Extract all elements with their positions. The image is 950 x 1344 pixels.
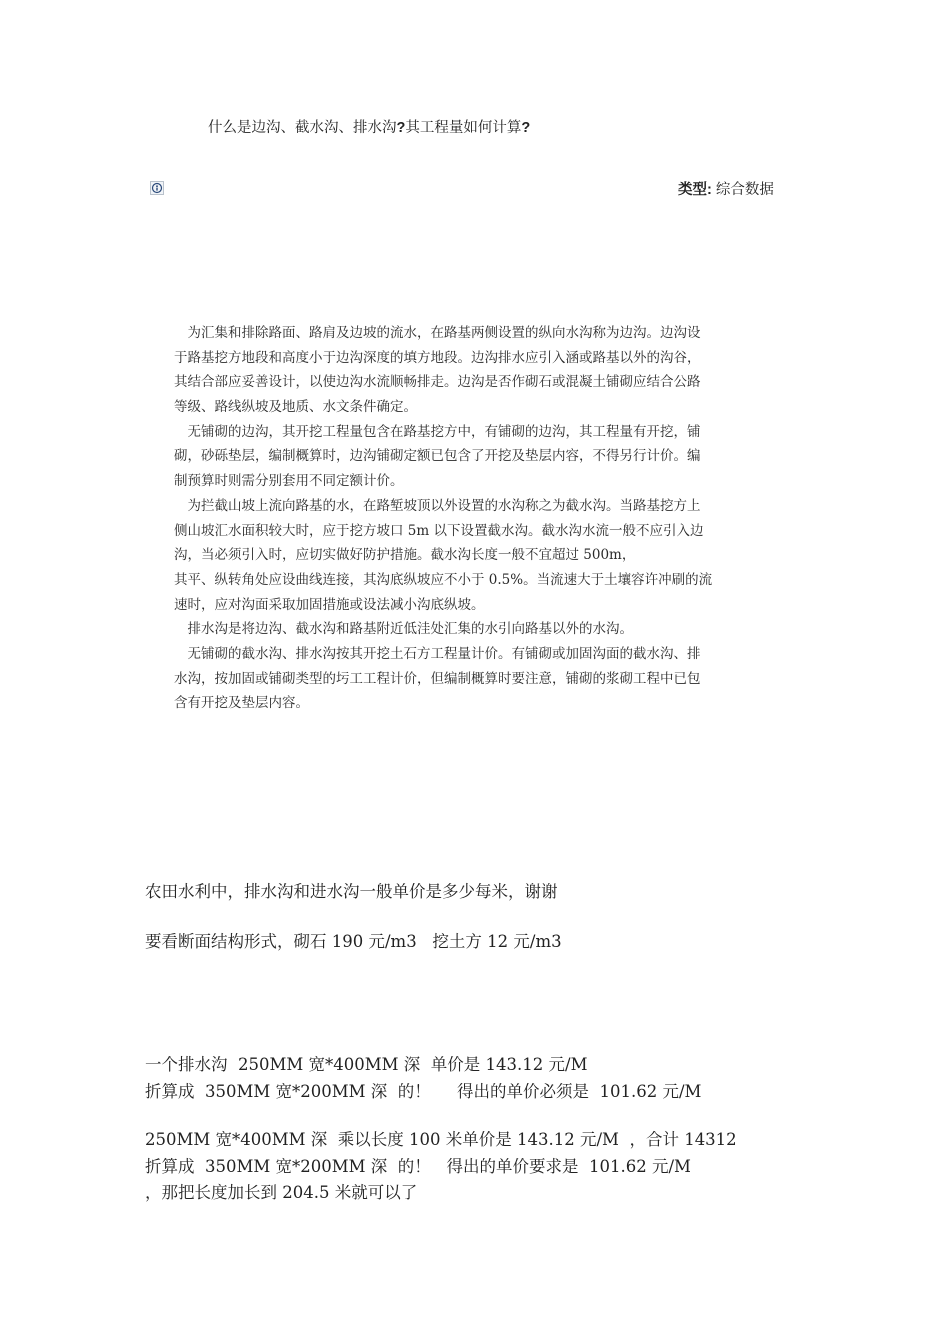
document-info-icon[interactable] bbox=[150, 181, 164, 195]
qa-question bbox=[145, 879, 905, 906]
type-label: 类型: bbox=[678, 182, 712, 198]
question-title bbox=[208, 118, 808, 138]
article-line: 砌，砂砾垫层，编制概算时，边沟铺砌定额已包含了开挖及垫层内容，不得另行计价。编 bbox=[174, 448, 701, 465]
article-line: 侧山坡汇水面积较大时，应于挖方坡口 5m 以下设置截水沟。截水沟水流一般不应引入边 bbox=[174, 522, 704, 539]
article-line: 沟，当必须引入时，应切实做好防护措施。截水沟长度一般不宜超过 500m， bbox=[174, 547, 636, 564]
qa-answer bbox=[145, 929, 905, 956]
type-line bbox=[678, 180, 878, 200]
article-line: 于路基挖方地段和高度小于边沟深度的填方地段。边沟排水应引入涵或路基以外的沟谷， bbox=[174, 349, 701, 366]
article-line: 排水沟是将边沟、截水沟和路基附近低洼处汇集的水引向路基以外的水沟。 bbox=[174, 621, 633, 638]
article-line: 无铺砌的截水沟、排水沟按其开挖土石方工程量计价。有铺砌或加固沟面的截水沟、排 bbox=[174, 645, 701, 662]
article-line: 其平、纵转角处应设曲线连接，其沟底纵坡应不小于 0.5%。当流速大于土壤容许冲刷的流 bbox=[174, 571, 713, 588]
calc-line: 折算成 350MM 宽*200MM 深 的！ 得出的单价必须是 101.62 元/M bbox=[145, 1081, 702, 1101]
question-mark: ? bbox=[521, 120, 531, 136]
document-info-icon-glyph bbox=[151, 182, 163, 194]
question-mark: ? bbox=[396, 120, 406, 136]
question-title-prefix: 什么是边沟、截水沟、排水沟 bbox=[208, 120, 397, 136]
type-value: 综合数据 bbox=[715, 182, 774, 198]
article-line: 速时，应对沟面采取加固措施或设法减小沟底纵坡。 bbox=[174, 596, 485, 613]
article-line: 无铺砌的边沟，其开挖工程量包含在路基挖方中，有铺砌的边沟，其工程量有开挖，铺 bbox=[174, 423, 701, 440]
article-line: 含有开挖及垫层内容。 bbox=[174, 695, 309, 712]
qa-question-text: 农田水利中，排水沟和进水沟一般单价是多少每米，谢谢 bbox=[145, 882, 558, 901]
article-body bbox=[174, 321, 814, 716]
question-title-middle: 其工程量如何计算 bbox=[405, 120, 522, 136]
calc-line: ，那把长度加长到 204.5 米就可以了 bbox=[145, 1183, 418, 1202]
article-line: 其结合部应妥善设计，以使边沟水流顺畅排走。边沟是否作砌石或混凝土铺砌应结合公路 bbox=[174, 374, 701, 391]
article-line: 制预算时则需分别套用不同定额计价。 bbox=[174, 473, 404, 490]
calc-line: 一个排水沟 250MM 宽*400MM 深 单价是 143.12 元/M bbox=[145, 1055, 588, 1074]
qa-answer-text: 要看断面结构形式，砌石 190 元/m3 挖土方 12 元/m3 bbox=[145, 932, 562, 951]
calc-line: 250MM 宽*400MM 深 乘以长度 100 米单价是 143.12 元/M ，合计 14312 bbox=[145, 1130, 737, 1149]
article-line: 为拦截山坡上流向路基的水，在路堑坡顶以外设置的水沟称之为截水沟。当路基挖方上 bbox=[174, 497, 701, 514]
calc-block-1 bbox=[145, 1052, 905, 1105]
calc-line: 折算成 350MM 宽*200MM 深 的！ 得出的单价要求是 101.62 元/M bbox=[145, 1156, 691, 1176]
article-line: 等级、路线纵坡及地质、水文条件确定。 bbox=[174, 399, 417, 416]
article-line: 水沟，按加固或铺砌类型的圬工工程计价，但编制概算时要注意，铺砌的浆砌工程中已包 bbox=[174, 670, 701, 687]
article-line: 为汇集和排除路面、路肩及边坡的流水，在路基两侧设置的纵向水沟称为边沟。边沟设 bbox=[174, 325, 701, 341]
calc-block-2 bbox=[145, 1127, 905, 1207]
